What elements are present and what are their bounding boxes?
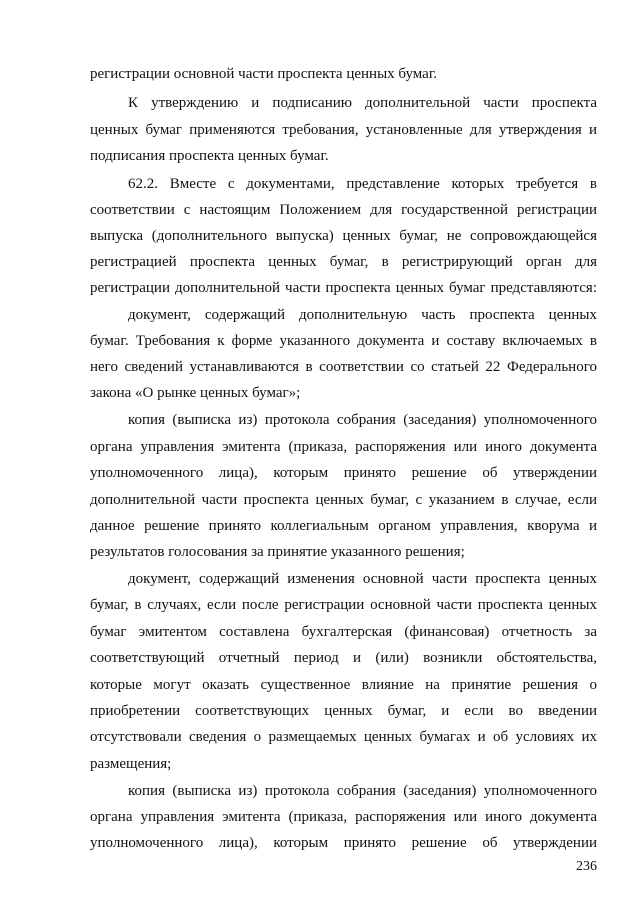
text-line: копия (выписка из) протокола собрания (заседания) уполномоченного	[128, 412, 597, 428]
text-line: закона «О рынке ценных бумаг»;	[90, 385, 301, 401]
text-line: бумаг. Требования к форме указанного документа и составу включаемых в	[90, 333, 597, 349]
text-line: него сведений устанавливаются в соответствии со статьей 22 Федерального	[90, 359, 597, 375]
text-line: данное решение принято коллегиальным органом управления, кворума и	[90, 518, 597, 534]
text-line: документ, содержащий дополнительную часть проспекта ценных	[128, 307, 597, 323]
text-line: подписания проспекта ценных бумаг.	[90, 148, 329, 164]
text-line: выпуска (дополнительного выпуска) ценных бумаг, не сопровождающейся	[90, 228, 597, 244]
text-line: документ, содержащий изменения основной части проспекта ценных	[128, 571, 597, 587]
text-line: размещения;	[90, 756, 172, 772]
text-line: копия (выписка из) протокола собрания (заседания) уполномоченного	[128, 783, 597, 799]
text-line: регистрации дополнительной части проспекта ценных бумаг представляются:	[90, 280, 597, 296]
text-line: К утверждению и подписанию дополнительной части проспекта	[128, 95, 597, 111]
text-line: уполномоченного лица), которым принято решение об утверждении	[90, 465, 597, 481]
text-line: бумаг, в случаях, если после регистрации основной части проспекта ценных	[90, 597, 597, 613]
text-line: приобретении соответствующих ценных бумаг, и если во введении	[90, 703, 597, 719]
text-line: бумаг эмитентом составлена бухгалтерская (финансовая) отчетность за	[90, 624, 597, 640]
text-line: регистрацией проспекта ценных бумаг, в регистрирующий орган для	[90, 254, 597, 270]
text-line: органа управления эмитента (приказа, распоряжения или иного документа	[90, 439, 597, 455]
page-number: 236	[576, 859, 597, 874]
text-line: соответствующий отчетный период и (или) возникли обстоятельства,	[90, 650, 597, 666]
text-line: дополнительной части проспекта ценных бумаг, с указанием в случае, если	[90, 492, 597, 508]
text-line: отсутствовали сведения о размещаемых ценных бумагах и об условиях их	[90, 729, 597, 745]
text-line: соответствии с настоящим Положением для государственной регистрации	[90, 202, 597, 218]
text-line: результатов голосования за принятие указанного решения;	[90, 544, 465, 560]
text-line: 62.2. Вместе с документами, представление которых требуется в	[128, 176, 597, 192]
text-line: которые могут оказать существенное влияние на принятие решения о	[90, 677, 597, 693]
text-line: уполномоченного лица), которым принято решение об утверждении	[90, 835, 597, 851]
text-line: органа управления эмитента (приказа, распоряжения или иного документа	[90, 809, 597, 825]
text-line: регистрации основной части проспекта ценных бумаг.	[90, 66, 438, 82]
text-line: ценных бумаг применяются требования, установленные для утверждения и	[90, 122, 597, 138]
